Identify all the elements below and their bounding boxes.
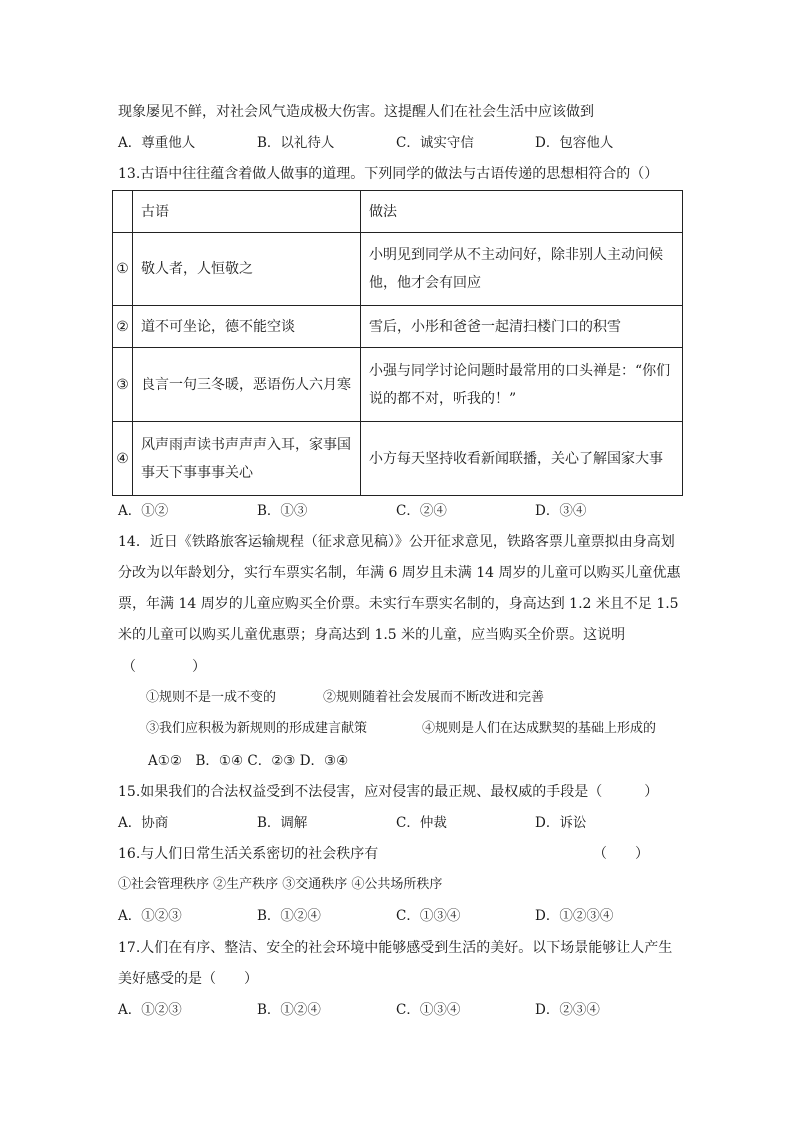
table-header-num	[113, 191, 133, 233]
table-row	[113, 422, 683, 496]
row-num: ④	[113, 422, 133, 496]
q16-option-d[interactable]: D．①②③④	[535, 908, 614, 924]
q13-option-c[interactable]: C．②④	[396, 503, 447, 519]
q17-option-a[interactable]: A．①②③	[118, 1002, 182, 1018]
row-num: ③	[113, 348, 133, 422]
q13-option-d[interactable]: D．③④	[535, 503, 587, 519]
q16-stem: 16.与人们日常生活关系密切的社会秩序有	[118, 846, 379, 862]
row-ancient: 敬人者，人恒敬之	[133, 233, 361, 306]
table-header-practice: 做法	[361, 191, 683, 233]
row-num: ②	[113, 306, 133, 348]
intro-line: 现象屡见不鲜，对社会风气造成极大伤害。这提醒人们在社会生活中应该做到	[118, 104, 594, 120]
q14-stem-line-2: 分改为以年龄划分，实行车票实名制，年满 6 周岁且未满 14 周岁的儿童可以购买儿童优惠	[118, 565, 681, 581]
q15-option-d[interactable]: D．诉讼	[535, 815, 587, 831]
q15-option-a[interactable]: A．协商	[118, 815, 169, 831]
table-header-row	[113, 191, 683, 233]
q16-answer-paren: （ ）	[593, 846, 649, 862]
table-row	[113, 348, 683, 422]
row-num: ①	[113, 233, 133, 306]
q12-option-d[interactable]: D．包容他人	[535, 135, 614, 151]
q14-stem-line-3: 票，年满 14 周岁的儿童应购买全价票。未实行车票实名制的，身高达到 1.2 米且不足 1.5	[118, 596, 679, 612]
q13-stem: 13.古语中往往蕴含着做人做事的道理。下列同学的做法与古语传递的思想相符合的（）	[118, 166, 659, 182]
q16-option-b[interactable]: B．①②④	[257, 908, 321, 924]
q14-stem-line-4: 米的儿童可以购买儿童优惠票；身高达到 1.5 米的儿童，应当购买全价票。这说明	[118, 627, 626, 643]
q14-stem-line-1: 14．近日《铁路旅客运输规程（征求意见稿）》公开征求意见，铁路客票儿童票拟由身高划	[118, 534, 675, 550]
table-header-ancient: 古语	[133, 191, 361, 233]
row-practice: 小明见到同学从不主动问好，除非别人主动问候他，他才会有回应	[361, 233, 683, 306]
q14-answer-paren: （ ）	[122, 659, 206, 675]
q17-option-c[interactable]: C．①③④	[396, 1002, 461, 1018]
row-practice: 小强与同学讨论问题时最常用的口头禅是：“你们说的都不对，听我的！”	[361, 348, 683, 422]
q13-option-a[interactable]: A．①②	[118, 503, 169, 519]
q14-statement-3: ③我们应积极为新规则的形成建言献策	[146, 721, 368, 736]
q12-option-b[interactable]: B．以礼待人	[257, 135, 335, 151]
q12-option-a[interactable]: A．尊重他人	[118, 135, 196, 151]
row-practice: 小方每天坚持收看新闻联播，关心了解国家大事	[361, 422, 683, 496]
table-row	[113, 233, 683, 306]
q14-statement-4: ④规则是人们在达成默契的基础上形成的	[422, 721, 657, 736]
q14-options[interactable]: A①② B．①④ C．②③ D．③④	[148, 753, 349, 769]
q17-stem-line-2: 美好感受的是（ ）	[118, 971, 258, 987]
q14-statement-2: ②规则随着社会发展而不断改进和完善	[323, 690, 545, 705]
q16-statements: ①社会管理秩序 ②生产秩序 ③交通秩序 ④公共场所秩序	[118, 877, 443, 892]
q16-option-c[interactable]: C．①③④	[396, 908, 461, 924]
q15-stem: 15.如果我们的合法权益受到不法侵害，应对侵害的最正规、最权威的手段是（ ）	[118, 784, 659, 800]
q17-stem-line-1: 17.人们在有序、整洁、安全的社会环境中能够感受到生活的美好。以下场景能够让人产生	[118, 940, 673, 956]
q17-option-b[interactable]: B．①②④	[257, 1002, 321, 1018]
q13-table	[112, 190, 683, 496]
q17-option-d[interactable]: D．②③④	[535, 1002, 600, 1018]
q13-option-b[interactable]: B．①③	[257, 503, 308, 519]
row-ancient: 道不可坐论，德不能空谈	[133, 306, 361, 348]
row-ancient: 良言一句三冬暖，恶语伤人六月寒	[133, 348, 361, 422]
q15-option-b[interactable]: B．调解	[257, 815, 308, 831]
q16-option-a[interactable]: A．①②③	[118, 908, 182, 924]
q14-statement-1: ①规则不是一成不变的	[146, 690, 277, 705]
q12-option-c[interactable]: C．诚实守信	[396, 135, 474, 151]
row-practice: 雪后，小彤和爸爸一起清扫楼门口的积雪	[361, 306, 683, 348]
table-row	[113, 306, 683, 348]
q15-option-c[interactable]: C．仲裁	[396, 815, 447, 831]
row-ancient: 风声雨声读书声声声入耳，家事国事天下事事事关心	[133, 422, 361, 496]
